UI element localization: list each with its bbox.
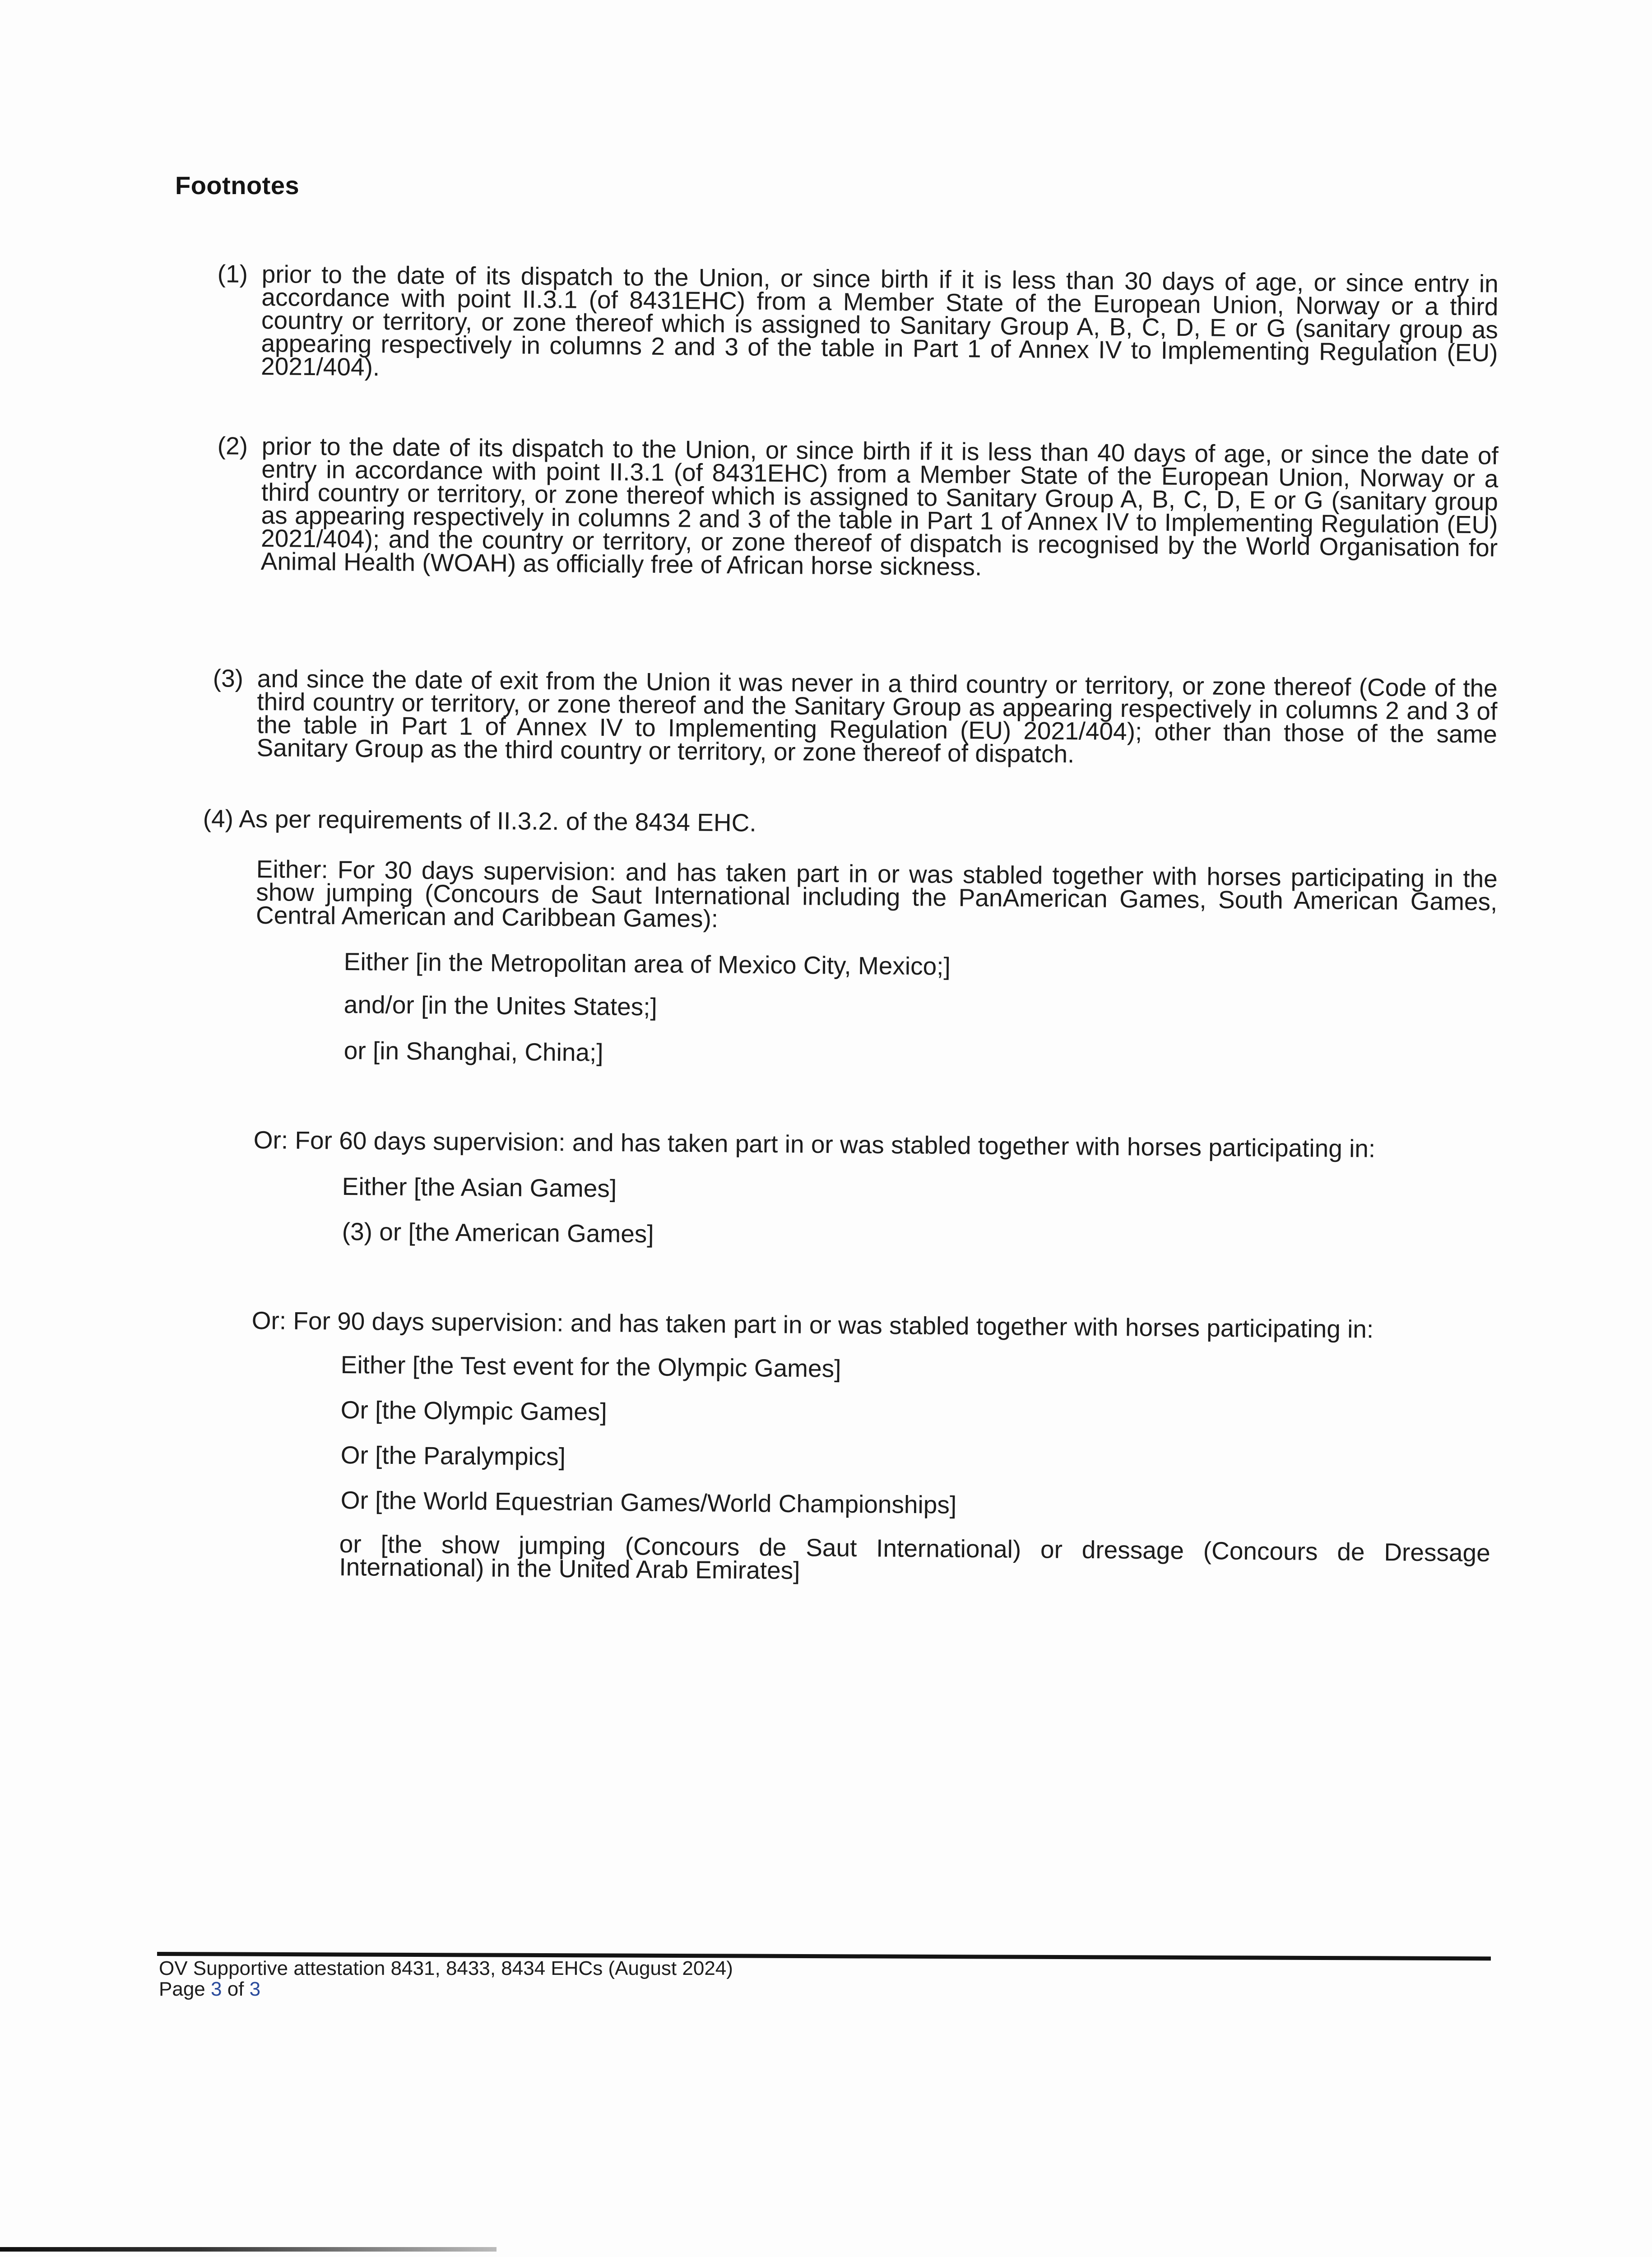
option-60-item: Either [the Asian Games] xyxy=(342,1172,617,1203)
option-90-item: Either [the Test event for the Olympic Games] xyxy=(340,1351,841,1383)
option-60-item: (3) or [the American Games] xyxy=(342,1217,654,1248)
page-current: 3 xyxy=(211,1978,222,2000)
footnote-1 xyxy=(217,260,1499,388)
page-total: 3 xyxy=(249,1978,261,2000)
footnote-number: (1) xyxy=(217,260,248,288)
footnote-text: prior to the date of its dispatch to the Union, or since birth if it is less than 30 days of age, or since entry in accordance with point II.3.1 (of 8431EHC) from a Member State of the European Union, Norway or a third country or territory, or zone thereof which is assigned to Sanitary Group A, B, C, D, E or G (sanitary group as appearing respectively in columns 2 and 3 of the table in Part 1 of Annex IV to Implementing Regulation (EU) 2021/404). xyxy=(260,260,1499,381)
option-90-item: Or [the Paralympics] xyxy=(340,1441,566,1471)
option-30-item: Either [in the Metropolitan area of Mexico City, Mexico;] xyxy=(343,947,951,980)
footnote-3 xyxy=(213,664,1498,769)
scan-edge xyxy=(0,2247,497,2252)
footnote-4-intro: (4) As per requirements of II.3.2. of the 8434 EHC. xyxy=(203,804,756,837)
option-90-item: Or [the World Equestrian Games/World Championships] xyxy=(340,1486,957,1519)
footnote-text: and since the date of exit from the Union it was never in a third country or territory, or zone thereof (Code of the third country or territory, or zone thereof and the Sanitary Group as appearing respectively in columns 2 and 3 of the table in Part 1 of Annex IV to Implementing Regulation (EU) 2021/404); other than those of the same Sanitary Group as the third country or territory, or zone thereof of dispatch. xyxy=(256,664,1498,768)
option-90-item: Or [the Olympic Games] xyxy=(340,1396,607,1426)
page-heading: Footnotes xyxy=(175,171,300,200)
footnote-2 xyxy=(217,432,1499,583)
option-90-item: or [the show jumping (Concours de Saut International) or dressage (Concours de Dressage International) in the United Arab Emirates] xyxy=(339,1530,1490,1585)
option-30-item: and/or [in the Unites States;] xyxy=(343,990,658,1021)
option-60-days-text: Or: For 60 days supervision: and has taken part in or was stabled together with horses participating in: xyxy=(253,1126,1376,1163)
footnote-number: (3) xyxy=(213,664,244,692)
option-30-item: or [in Shanghai, China;] xyxy=(343,1036,603,1067)
footnote-text: prior to the date of its dispatch to the Union, or since birth if it is less than 40 days of age, or since the date of entry in accordance with point II.3.1 (of 8431EHC) from a Member State of the European Union, Norway or a third country or territory, or zone thereof which is assigned to Sanitary Group A, B, C, D, E or G (sanitary group as appearing respectively in columns 2 and 3 of the table in Part 1 of Annex IV to Implementing Regulation (EU) 2021/404); and the country or territory, or zone thereof of dispatch is recognised by the World Organisation for Animal Health (WOAH) as officially free of African horse sickness. xyxy=(260,432,1499,581)
option-30-days-text: Either: For 30 days supervision: and has taken part in or was stabled together with horses participating in the show jumping (Concours de Saut International including the PanAmerican Games, South American Games, Central American and Caribbean Games): xyxy=(255,855,1498,933)
footer-title: OV Supportive attestation 8431, 8433, 8434 EHCs (August 2024) xyxy=(159,1957,733,1979)
page-of: of xyxy=(227,1978,244,2000)
footnote-number: (2) xyxy=(217,432,248,460)
footer-page-number xyxy=(159,1979,260,2000)
option-90-days-text: Or: For 90 days supervision: and has taken part in or was stabled together with horses participating in: xyxy=(251,1306,1374,1343)
page-label: Page xyxy=(159,1978,205,2000)
